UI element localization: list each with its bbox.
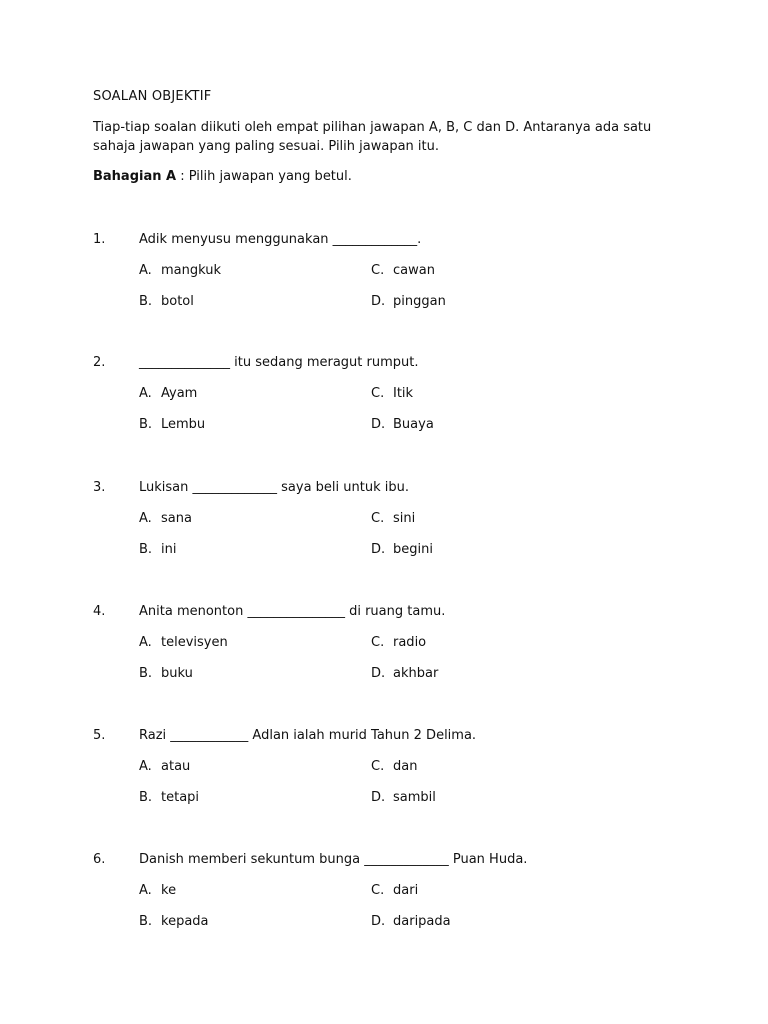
option-a[interactable]	[139, 759, 190, 774]
option-d[interactable]	[371, 914, 451, 929]
option-letter: D.	[371, 914, 386, 929]
option-letter: D.	[371, 666, 386, 681]
option-a[interactable]	[139, 386, 197, 401]
option-d[interactable]	[371, 542, 433, 557]
option-letter: B.	[139, 294, 153, 309]
question-number: 2.	[93, 355, 106, 370]
option-text: kepada	[161, 914, 209, 929]
option-text: ini	[161, 542, 177, 557]
option-text: buku	[161, 666, 193, 681]
question-1	[0, 232, 768, 332]
option-letter: B.	[139, 666, 153, 681]
option-text: tetapi	[161, 790, 200, 805]
question-number: 3.	[93, 480, 106, 495]
option-text: Ayam	[161, 386, 198, 401]
option-b[interactable]	[139, 294, 194, 309]
option-b[interactable]	[139, 914, 209, 929]
option-text: sambil	[393, 790, 436, 805]
option-text: radio	[393, 635, 427, 650]
option-text: begini	[393, 542, 433, 557]
option-a[interactable]	[139, 635, 228, 650]
option-c[interactable]	[371, 386, 413, 401]
option-text: akhbar	[393, 666, 439, 681]
option-text: cawan	[393, 263, 435, 278]
option-letter: C.	[371, 511, 385, 526]
section-header	[93, 169, 352, 184]
option-letter: D.	[371, 417, 386, 432]
question-3	[0, 480, 768, 580]
question-number: 5.	[93, 728, 106, 743]
question-number: 4.	[93, 604, 106, 619]
option-letter: B.	[139, 542, 153, 557]
question-text: Razi ____________ Adlan ialah murid Tahun 2 Delima.	[139, 728, 477, 743]
instructions-text: Tiap-tiap soalan diikuti oleh empat pilihan jawapan A, B, C dan D. Antaranya ada satu sahaja jawapan yang paling sesuai. Pilih jawapan itu.	[93, 120, 652, 154]
option-text: sana	[161, 511, 192, 526]
option-d[interactable]	[371, 294, 446, 309]
option-letter: A.	[139, 263, 152, 278]
option-letter: A.	[139, 386, 152, 401]
option-letter: A.	[139, 635, 152, 650]
question-number: 1.	[93, 232, 106, 247]
question-5	[0, 728, 768, 828]
option-letter: C.	[371, 883, 385, 898]
option-a[interactable]	[139, 883, 176, 898]
section-instruction: Pilih jawapan yang betul.	[188, 169, 352, 184]
option-text: Lembu	[161, 417, 206, 432]
option-a[interactable]	[139, 263, 221, 278]
question-text: Lukisan _____________ saya beli untuk ibu.	[139, 480, 409, 495]
option-c[interactable]	[371, 759, 417, 774]
section-label: Bahagian A	[93, 169, 177, 184]
option-letter: A.	[139, 759, 152, 774]
option-c[interactable]	[371, 635, 426, 650]
option-text: ke	[161, 883, 177, 898]
option-b[interactable]	[139, 666, 193, 681]
question-text: Danish memberi sekuntum bunga _____________ Puan Huda.	[139, 852, 528, 867]
option-letter: B.	[139, 790, 153, 805]
option-d[interactable]	[371, 790, 436, 805]
question-text: ______________ itu sedang meragut rumput.	[139, 355, 419, 370]
option-letter: A.	[139, 511, 152, 526]
option-text: Itik	[393, 386, 414, 401]
option-letter: D.	[371, 294, 386, 309]
option-c[interactable]	[371, 263, 435, 278]
option-c[interactable]	[371, 511, 415, 526]
option-b[interactable]	[139, 542, 176, 557]
option-d[interactable]	[371, 417, 434, 432]
option-letter: A.	[139, 883, 152, 898]
option-letter: B.	[139, 914, 153, 929]
option-text: televisyen	[161, 635, 228, 650]
question-2	[0, 355, 768, 455]
option-letter: C.	[371, 386, 385, 401]
section-separator: :	[176, 169, 189, 184]
question-4	[0, 604, 768, 704]
option-letter: C.	[371, 635, 385, 650]
option-letter: D.	[371, 790, 386, 805]
option-text: dari	[393, 883, 419, 898]
option-text: botol	[161, 294, 194, 309]
option-text: mangkuk	[161, 263, 222, 278]
option-text: sini	[393, 511, 416, 526]
option-letter: C.	[371, 759, 385, 774]
option-text: pinggan	[393, 294, 446, 309]
option-text: daripada	[393, 914, 451, 929]
option-text: dan	[393, 759, 418, 774]
option-letter: B.	[139, 417, 153, 432]
question-text: Adik menyusu menggunakan _____________.	[139, 232, 422, 247]
option-a[interactable]	[139, 511, 192, 526]
page-heading: SOALAN OBJEKTIF	[93, 89, 212, 104]
option-c[interactable]	[371, 883, 418, 898]
option-b[interactable]	[139, 790, 199, 805]
option-letter: C.	[371, 263, 385, 278]
option-letter: D.	[371, 542, 386, 557]
question-text: Anita menonton _______________ di ruang tamu.	[139, 604, 446, 619]
option-text: atau	[161, 759, 191, 774]
option-d[interactable]	[371, 666, 438, 681]
option-b[interactable]	[139, 417, 205, 432]
question-number: 6.	[93, 852, 106, 867]
option-text: Buaya	[393, 417, 434, 432]
question-6	[0, 852, 768, 952]
